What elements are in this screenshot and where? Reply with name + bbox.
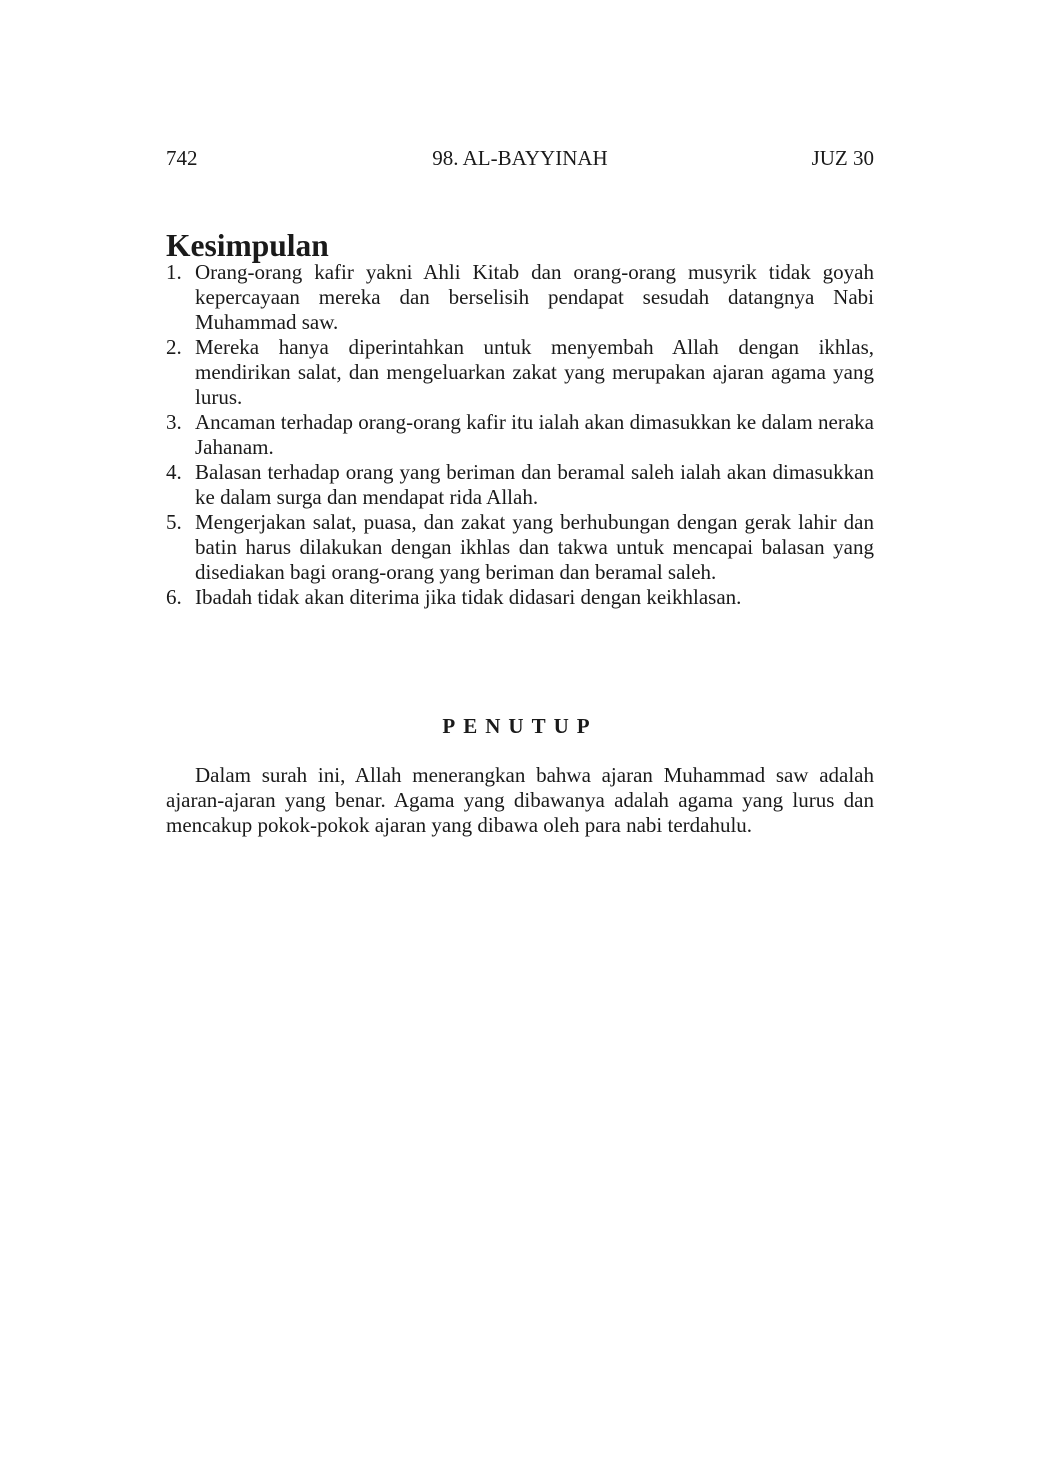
page-number: 742 — [166, 146, 198, 170]
list-item — [166, 510, 874, 585]
page-header — [166, 143, 874, 173]
list-item — [166, 585, 874, 610]
list-item-text: Mengerjakan salat, puasa, dan zakat yang berhubungan dengan gerak lahir dan batin harus dilakukan dengan ikhlas dan takwa untuk mencapai balasan yang disediakan bagi orang-orang yang beriman dan beramal saleh. — [195, 510, 874, 584]
list-item — [166, 410, 874, 460]
list-item-number: 5. — [166, 510, 182, 534]
conclusion-heading: Kesimpulan — [166, 228, 329, 263]
list-item — [166, 260, 874, 335]
list-item — [166, 335, 874, 410]
list-item-text: Ancaman terhadap orang-orang kafir itu ialah akan dimasukkan ke dalam neraka Jahanam. — [195, 410, 874, 459]
list-item-text: Mereka hanya diperintahkan untuk menyembah Allah dengan ikhlas, mendirikan salat, dan mengeluarkan zakat yang merupakan ajaran agama yang lurus. — [195, 335, 874, 409]
conclusion-section — [166, 228, 874, 610]
list-item-text: Orang-orang kafir yakni Ahli Kitab dan orang-orang musyrik tidak goyah kepercayaan mereka dan berselisih pendapat sesudah datangnya Nabi Muhammad saw. — [195, 260, 874, 334]
juz-label: JUZ 30 — [811, 146, 874, 170]
conclusion-list — [166, 260, 874, 610]
surah-title: 98. AL-BAYYINAH — [432, 146, 608, 170]
list-item-number: 2. — [166, 335, 182, 359]
closing-title: PENUTUP — [442, 714, 598, 738]
list-item-text: Balasan terhadap orang yang beriman dan beramal saleh ialah akan dimasukkan ke dalam surga dan mendapat rida Allah. — [195, 460, 874, 509]
list-item-number: 1. — [166, 260, 182, 284]
list-item-number: 3. — [166, 410, 182, 434]
list-item-text: Ibadah tidak akan diterima jika tidak didasari dengan keikhlasan. — [195, 585, 742, 609]
list-item — [166, 460, 874, 510]
list-item-number: 4. — [166, 460, 182, 484]
list-item-number: 6. — [166, 585, 182, 609]
closing-paragraph: Dalam surah ini, Allah menerangkan bahwa ajaran Muhammad saw adalah ajaran-ajaran yang benar. Agama yang dibawanya adalah agama yang lurus dan mencakup pokok-pokok ajaran yang dibawa oleh para nabi terdahulu. — [166, 763, 874, 837]
